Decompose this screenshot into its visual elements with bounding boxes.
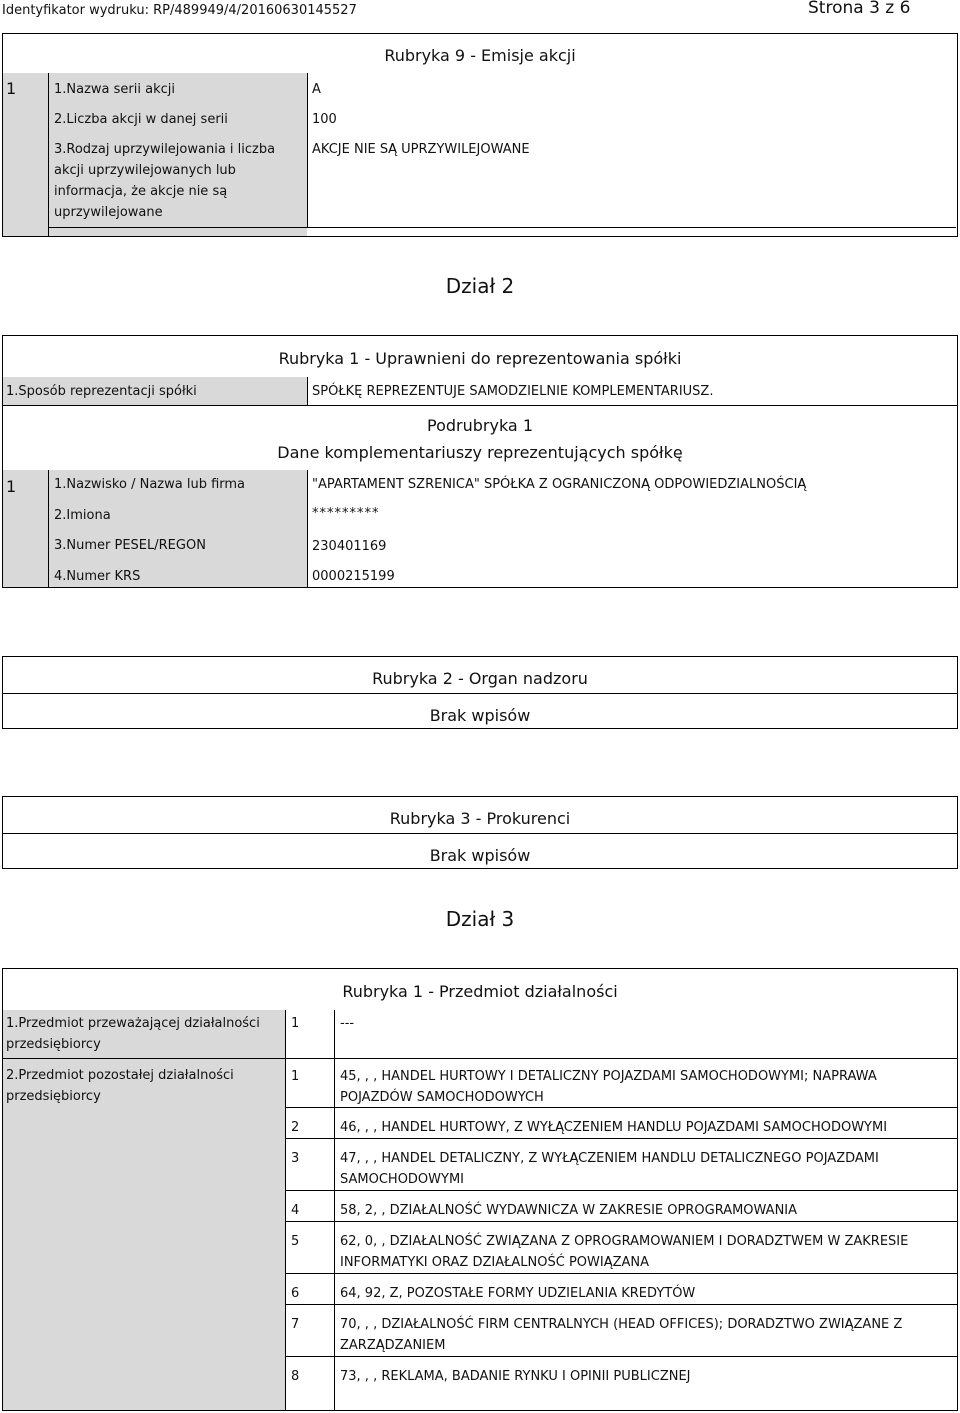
przedmiot-item-value: 73, , , REKLAMA, BADANIE RYNKU I OPINII PUBLICZNEJ [340,1369,691,1384]
divider [286,1356,957,1357]
rubryka9-row-label: 1.Nazwa serii akcji [54,82,175,97]
komplementariusz-row-label: 4.Numer KRS [54,569,141,584]
przedmiot-main-index: 1 [291,1016,300,1031]
przedmiot-main-label: 1.Przedmiot przeważającej działalności przedsiębiorcy [6,1016,260,1052]
przedmiot-title: Rubryka 1 - Przedmiot działalności [342,982,618,1001]
komplementariusz-row-label: 2.Imiona [54,508,111,523]
divider [3,405,957,406]
divider [286,1304,957,1305]
podrubryka-title: Podrubryka 1 [427,416,533,435]
sposob-label: 1.Sposób reprezentacji spółki [6,384,197,399]
przedmiot-item-index: 7 [291,1317,300,1332]
divider [286,1221,957,1222]
przedmiot-item-index: 2 [291,1120,300,1135]
divider [286,1190,957,1191]
sposob-value: SPÓŁKĘ REPREZENTUJE SAMODZIELNIE KOMPLEMENTARIUSZ. [312,384,714,399]
komplementariusz-index: 1 [6,477,17,496]
divider [3,1058,957,1059]
przedmiot-item-index: 3 [291,1151,300,1166]
divider [286,1273,957,1274]
rubryka1-title: Rubryka 1 - Uprawnieni do reprezentowania spółki [278,349,682,368]
divider [285,1010,286,1410]
rubryka2-value: Brak wpisów [429,706,531,725]
komplementariusz-row-value: "APARTAMENT SZRENICA" SPÓŁKA Z OGRANICZONĄ ODPOWIEDZIALNOŚCIĄ [312,477,807,492]
divider [48,470,49,587]
przedmiot-item-value: 45, , , HANDEL HURTOWY I DETALICZNY POJAZDAMI SAMOCHODOWYMI; NAPRAWA POJAZDÓW SAMOCHODOWYCH [340,1069,877,1105]
rubryka3-title: Rubryka 3 - Prokurenci [389,809,571,828]
divider [48,73,49,236]
przedmiot-item-value: 70, , , DZIAŁALNOŚĆ FIRM CENTRALNYCH (HEAD OFFICES); DORADZTWO ZWIĄZANE Z ZARZĄDZANIEM [340,1317,903,1353]
rubryka3-value: Brak wpisów [429,846,531,865]
przedmiot-main-value: --- [340,1016,355,1031]
przedmiot-item-value: 58, 2, , DZIAŁALNOŚĆ WYDAWNICZA W ZAKRESIE OPROGRAMOWANIA [340,1203,798,1218]
przedmiot-item-value: 47, , , HANDEL DETALICZNY, Z WYŁĄCZENIEM HANDLU DETALICZNEGO POJAZDAMI SAMOCHODOWYMI [340,1151,879,1187]
przedmiot-item-index: 6 [291,1286,300,1301]
przedmiot-item-index: 1 [291,1069,300,1084]
divider [286,1107,957,1108]
rubryka9-row-label: 3.Rodzaj uprzywilejowania i liczba akcji uprzywilejowanych lub informacja, że akcje nie są uprzywilejowane [54,142,276,220]
divider [48,227,956,228]
rubryka9-index: 1 [6,79,17,98]
divider [3,693,957,694]
przedmiot-item-index: 4 [291,1203,300,1218]
divider [307,470,308,587]
przedmiot-item-index: 5 [291,1234,300,1249]
page-number: Strona 3 z 6 [808,0,911,18]
divider [3,833,957,834]
przedmiot-item-value: 64, 92, Z, POZOSTAŁE FORMY UDZIELANIA KREDYTÓW [340,1286,696,1301]
divider [307,73,308,228]
przedmiot-item-value: 46, , , HANDEL HURTOWY, Z WYŁĄCZENIEM HANDLU POJAZDAMI SAMOCHODOWYMI [340,1120,888,1135]
rubryka9-row-label: 2.Liczba akcji w danej serii [54,112,228,127]
dzial2-title: Dział 2 [445,274,515,298]
przedmiot-item-index: 8 [291,1369,300,1384]
przedmiot-other-label: 2.Przedmiot pozostałej działalności przedsiębiorcy [6,1068,234,1104]
komplementariusz-row-value: 230401169 [312,539,387,554]
rubryka9-row-value: A [312,82,321,97]
rubryka2-title: Rubryka 2 - Organ nadzoru [372,669,588,688]
divider [334,1010,335,1410]
przedmiot-item-value: 62, 0, , DZIAŁALNOŚĆ ZWIĄZANA Z OPROGRAMOWANIEM I DORADZTWEM W ZAKRESIE INFORMATYKI ORAZ DZIAŁALNOŚĆ POWIĄZANA [340,1234,909,1270]
rubryka9-title: Rubryka 9 - Emisje akcji [384,46,576,65]
dzial3-title: Dział 3 [445,907,515,931]
rubryka9-row-value: 100 [312,112,337,127]
podrubryka-subtitle: Dane komplementariuszy reprezentujących spółkę [277,443,683,462]
komplementariusz-row-label: 3.Numer PESEL/REGON [54,538,206,553]
komplementariusz-row-label: 1.Nazwisko / Nazwa lub firma [54,477,246,492]
komplementariusz-row-value: 0000215199 [312,569,395,584]
rubryka9-row-value: AKCJE NIE SĄ UPRZYWILEJOWANE [312,142,530,157]
print-identifier: Identyfikator wydruku: RP/489949/4/20160630145527 [2,3,357,18]
komplementariusz-row-value: ********* [312,506,380,521]
divider [286,1138,957,1139]
divider [307,377,308,405]
